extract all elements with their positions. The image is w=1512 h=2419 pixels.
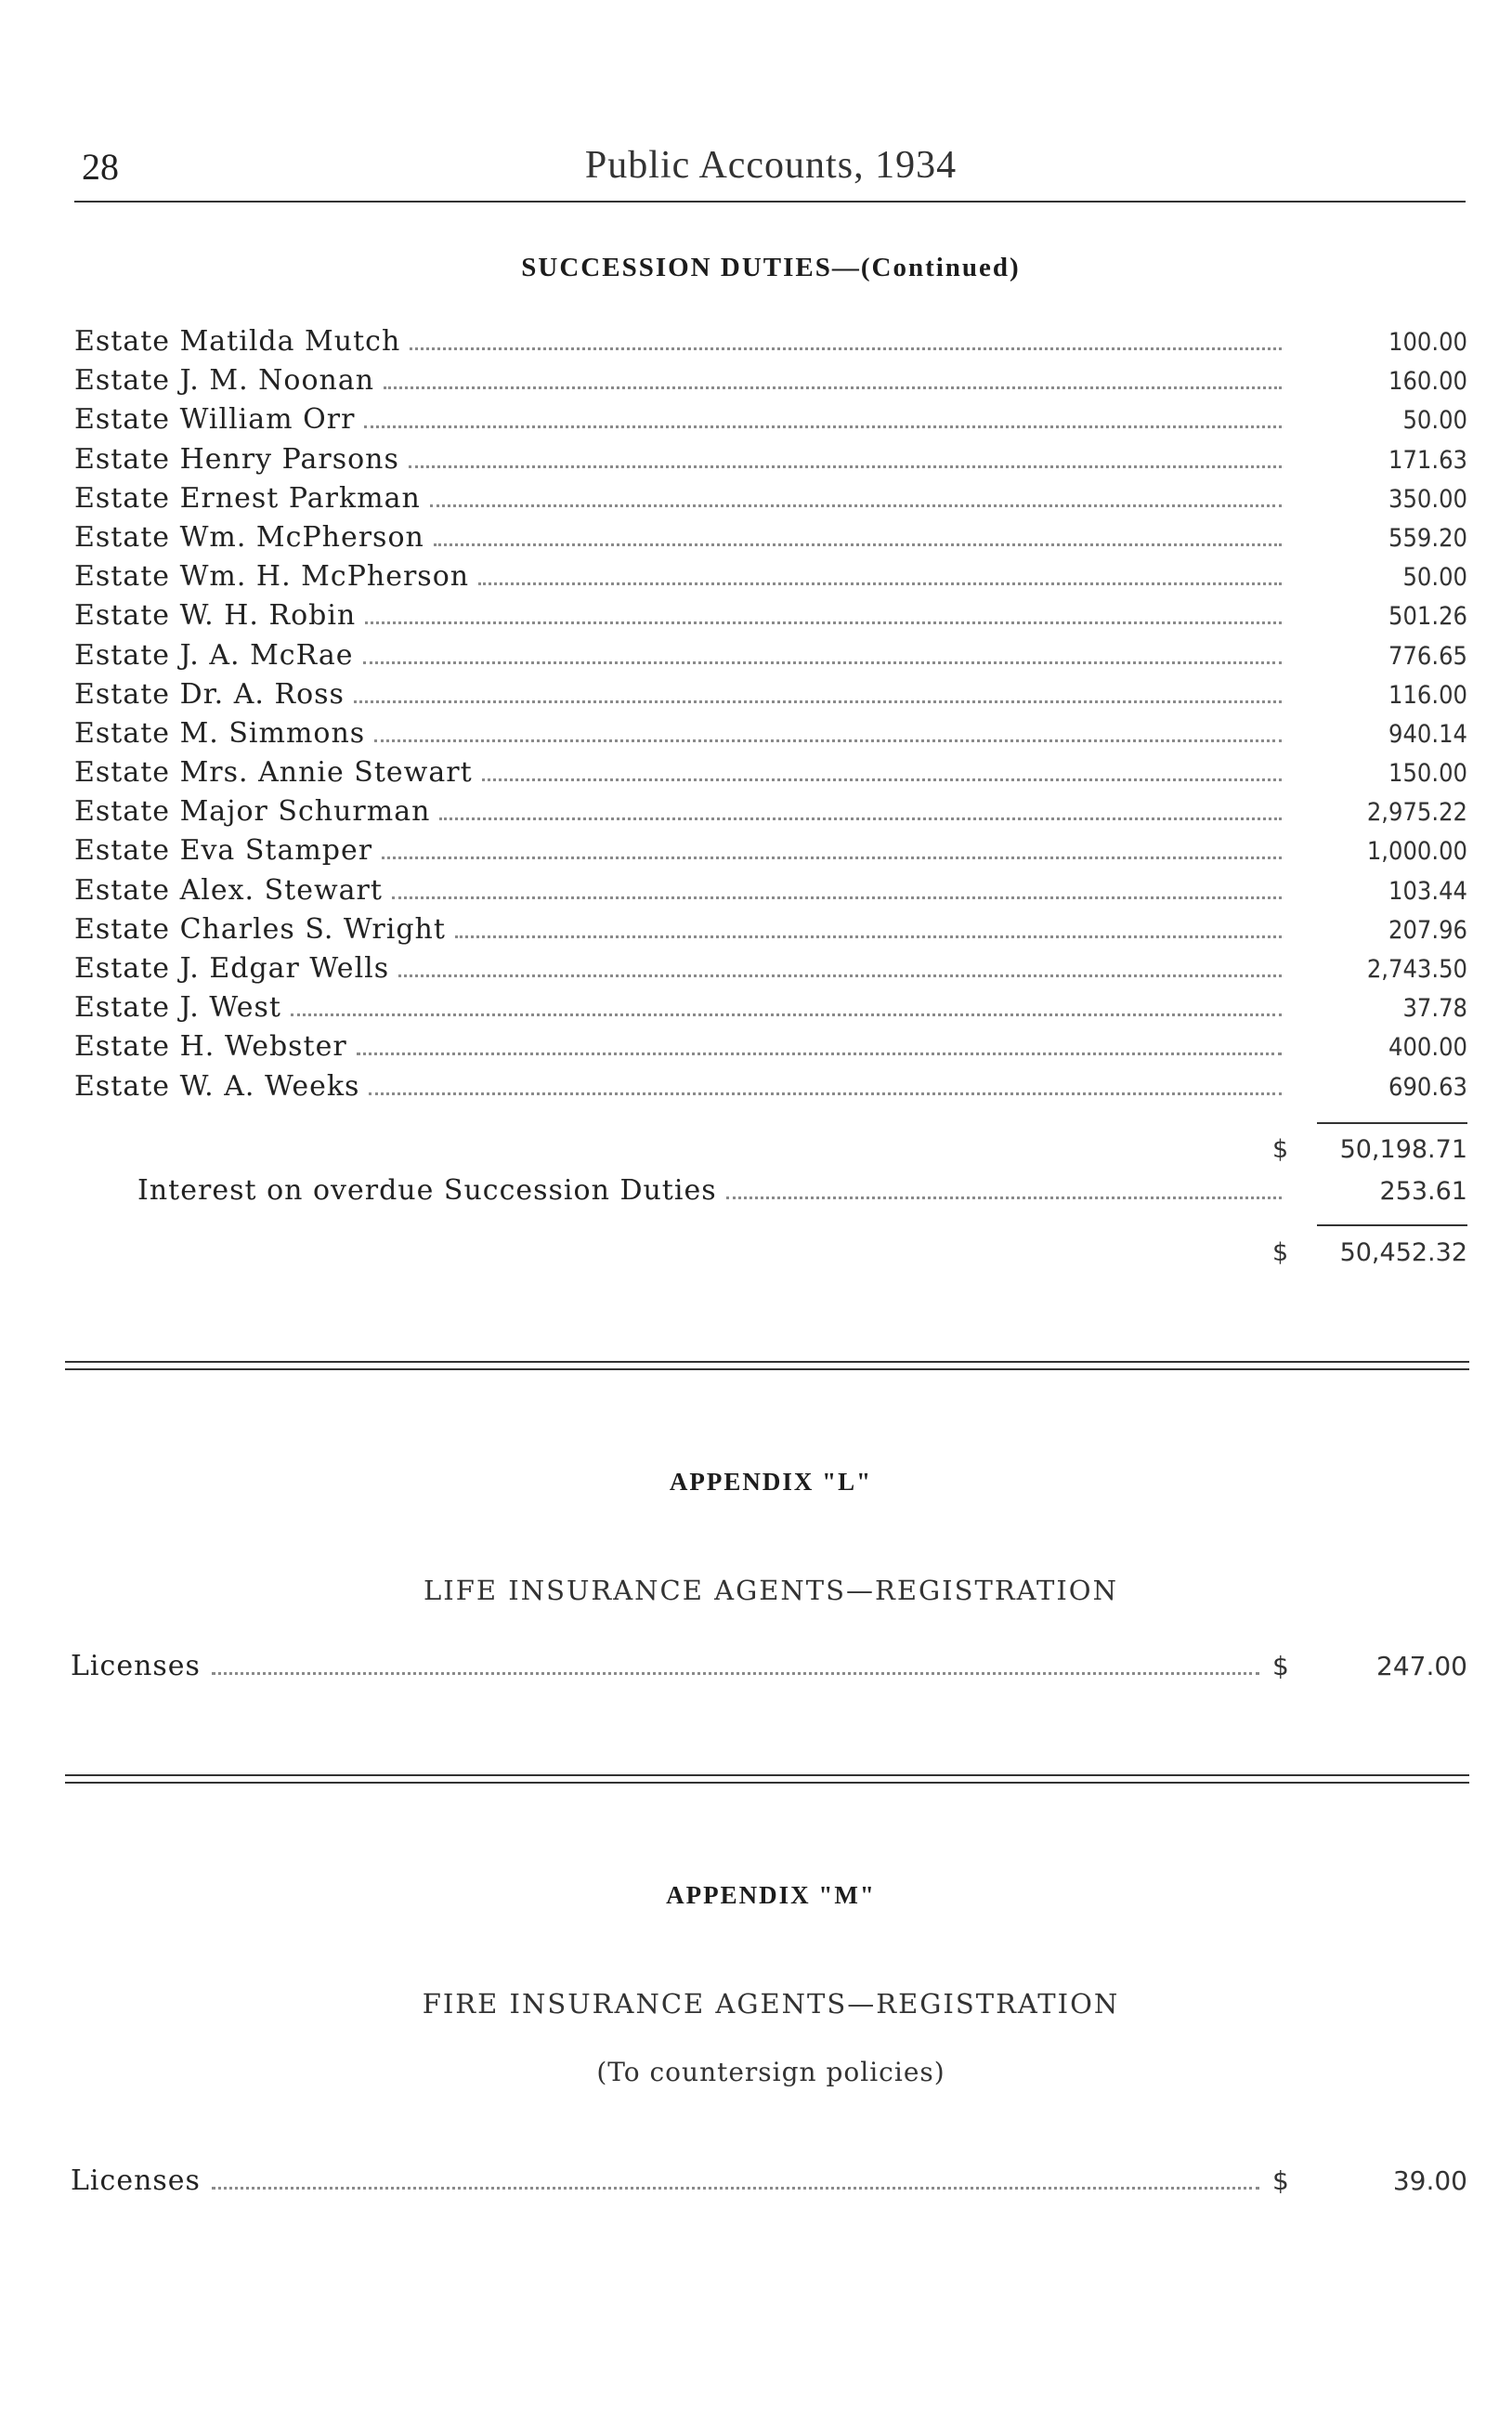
estate-amount: 116.00 — [1388, 680, 1467, 710]
page-number: 28 — [82, 146, 119, 188]
total-row — [74, 1238, 1467, 1277]
estate-name: Estate W. A. Weeks — [74, 1069, 360, 1103]
dot-leader — [354, 700, 1282, 703]
dot-leader — [482, 778, 1282, 781]
estate-row — [74, 482, 1467, 521]
interest-label: Interest on overdue Succession Duties — [137, 1174, 717, 1207]
dot-leader — [363, 661, 1282, 664]
licenses-amount: 39.00 — [1392, 2165, 1467, 2196]
dot-leader — [364, 425, 1282, 428]
estate-amount: 37.78 — [1402, 994, 1467, 1024]
dot-leader — [374, 739, 1282, 742]
estate-name: Estate J. M. Noonan — [74, 364, 375, 398]
dot-leader — [439, 817, 1282, 820]
dot-leader — [212, 1672, 1259, 1675]
estate-amount: 940.14 — [1388, 719, 1467, 749]
estate-name: Estate Eva Stamper — [74, 834, 373, 868]
estate-row — [74, 874, 1467, 913]
estate-row — [74, 717, 1467, 756]
estate-amount: 50.00 — [1402, 406, 1467, 436]
estate-row — [74, 560, 1467, 599]
dollar-sign: $ — [1272, 1651, 1289, 1681]
estate-amount: 171.63 — [1388, 445, 1467, 475]
dot-leader — [291, 1013, 1282, 1016]
estate-amount: 400.00 — [1388, 1033, 1467, 1063]
dot-leader — [382, 856, 1282, 859]
estate-name: Estate J. A. McRae — [74, 638, 354, 672]
subtotal-rule — [1317, 1122, 1467, 1124]
estate-name: Estate J. Edgar Wells — [74, 952, 390, 985]
dot-leader — [455, 935, 1282, 938]
estate-amount: 690.63 — [1388, 1072, 1467, 1102]
estate-amount: 501.26 — [1388, 602, 1467, 632]
total-amount: 50,452.32 — [1339, 1238, 1467, 1267]
subtotal-row — [74, 1135, 1467, 1174]
estate-name: Estate Matilda Mutch — [74, 325, 401, 358]
estate-amount: 776.65 — [1388, 641, 1467, 671]
estate-row — [74, 403, 1467, 442]
dollar-sign: $ — [1272, 1238, 1289, 1267]
estate-row — [74, 639, 1467, 678]
dot-leader — [410, 347, 1282, 350]
estate-amount: 160.00 — [1388, 367, 1467, 397]
estate-row — [74, 325, 1467, 364]
appendix-m-licenses-row — [71, 2164, 1467, 2205]
estate-amount: 1,000.00 — [1366, 837, 1467, 867]
appendix-l-heading: APPENDIX "L" — [669, 1468, 873, 1496]
dot-leader — [212, 2187, 1259, 2190]
estate-row — [74, 795, 1467, 834]
estate-name: Estate Charles S. Wright — [74, 912, 446, 946]
estate-name: Estate J. West — [74, 991, 281, 1025]
estate-name: Estate Ernest Parkman — [74, 481, 421, 515]
estate-row — [74, 991, 1467, 1030]
estate-amount: 207.96 — [1388, 915, 1467, 945]
estate-row — [74, 834, 1467, 873]
section-divider — [65, 1774, 1469, 1784]
subtotal-amount: 50,198.71 — [1339, 1135, 1467, 1164]
estate-name: Estate Henry Parsons — [74, 442, 399, 476]
estate-name: Estate Dr. A. Ross — [74, 677, 345, 711]
estate-amount: 103.44 — [1388, 876, 1467, 906]
estate-amount: 50.00 — [1402, 563, 1467, 593]
dot-leader — [398, 974, 1282, 977]
dollar-sign: $ — [1272, 1135, 1289, 1164]
estate-amount: 2,743.50 — [1366, 955, 1467, 984]
estate-amount: 100.00 — [1388, 328, 1467, 357]
appendix-m-heading: APPENDIX "M" — [666, 1881, 876, 1909]
dot-leader — [392, 896, 1282, 899]
running-title: Public Accounts, 1934 — [584, 144, 958, 187]
dot-leader — [369, 1092, 1282, 1095]
appendix-l-licenses-row — [71, 1650, 1467, 1691]
section-divider — [65, 1361, 1469, 1370]
estate-row — [74, 952, 1467, 991]
estate-name: Estate Alex. Stewart — [74, 873, 383, 907]
estate-name: Estate Wm. McPherson — [74, 520, 424, 554]
total-rule — [1317, 1224, 1467, 1226]
succession-duties-heading: SUCCESSION DUTIES—(Continued) — [521, 253, 1021, 282]
dot-leader — [478, 582, 1282, 585]
interest-row — [74, 1174, 1467, 1213]
dollar-sign: $ — [1272, 2165, 1289, 2196]
grand-total-block — [74, 1238, 1467, 1277]
licenses-amount: 247.00 — [1376, 1651, 1467, 1681]
estate-name: Estate William Orr — [74, 403, 356, 437]
estate-row — [74, 364, 1467, 403]
estate-row — [74, 521, 1467, 560]
appendix-l-subheading: LIFE INSURANCE AGENTS—REGISTRATION — [424, 1575, 1118, 1606]
dot-leader — [434, 543, 1282, 546]
dot-leader — [409, 465, 1282, 468]
appendix-m-subheading: FIRE INSURANCE AGENTS—REGISTRATION — [422, 1988, 1120, 2020]
totals-block — [74, 1135, 1467, 1213]
dot-leader — [430, 504, 1282, 507]
estate-row — [74, 756, 1467, 795]
estate-row — [74, 1030, 1467, 1069]
appendix-m-note: (To countersign policies) — [596, 2057, 945, 2087]
estate-row — [74, 1070, 1467, 1109]
dot-leader — [357, 1053, 1282, 1055]
dot-leader — [726, 1196, 1282, 1199]
estate-name: Estate M. Simmons — [74, 716, 366, 750]
estate-row — [74, 443, 1467, 482]
interest-amount: 253.61 — [1379, 1177, 1467, 1206]
estate-amount: 559.20 — [1388, 523, 1467, 553]
estate-row — [74, 913, 1467, 952]
estate-name: Estate Mrs. Annie Stewart — [74, 756, 473, 790]
estate-amount: 150.00 — [1388, 759, 1467, 789]
estate-name: Estate Wm. H. McPherson — [74, 560, 470, 594]
dot-leader — [365, 621, 1282, 624]
estate-row — [74, 599, 1467, 638]
estate-name: Estate W. H. Robin — [74, 599, 357, 633]
estate-name: Estate Major Schurman — [74, 795, 431, 829]
estate-row — [74, 678, 1467, 717]
estate-name: Estate H. Webster — [74, 1030, 347, 1064]
header-rule — [74, 201, 1466, 203]
page-header — [74, 141, 1467, 193]
estate-list — [74, 325, 1467, 1109]
licenses-label: Licenses — [71, 2164, 201, 2197]
dot-leader — [384, 386, 1282, 389]
estate-amount: 2,975.22 — [1366, 798, 1467, 828]
licenses-label: Licenses — [71, 1650, 201, 1682]
estate-amount: 350.00 — [1388, 484, 1467, 514]
